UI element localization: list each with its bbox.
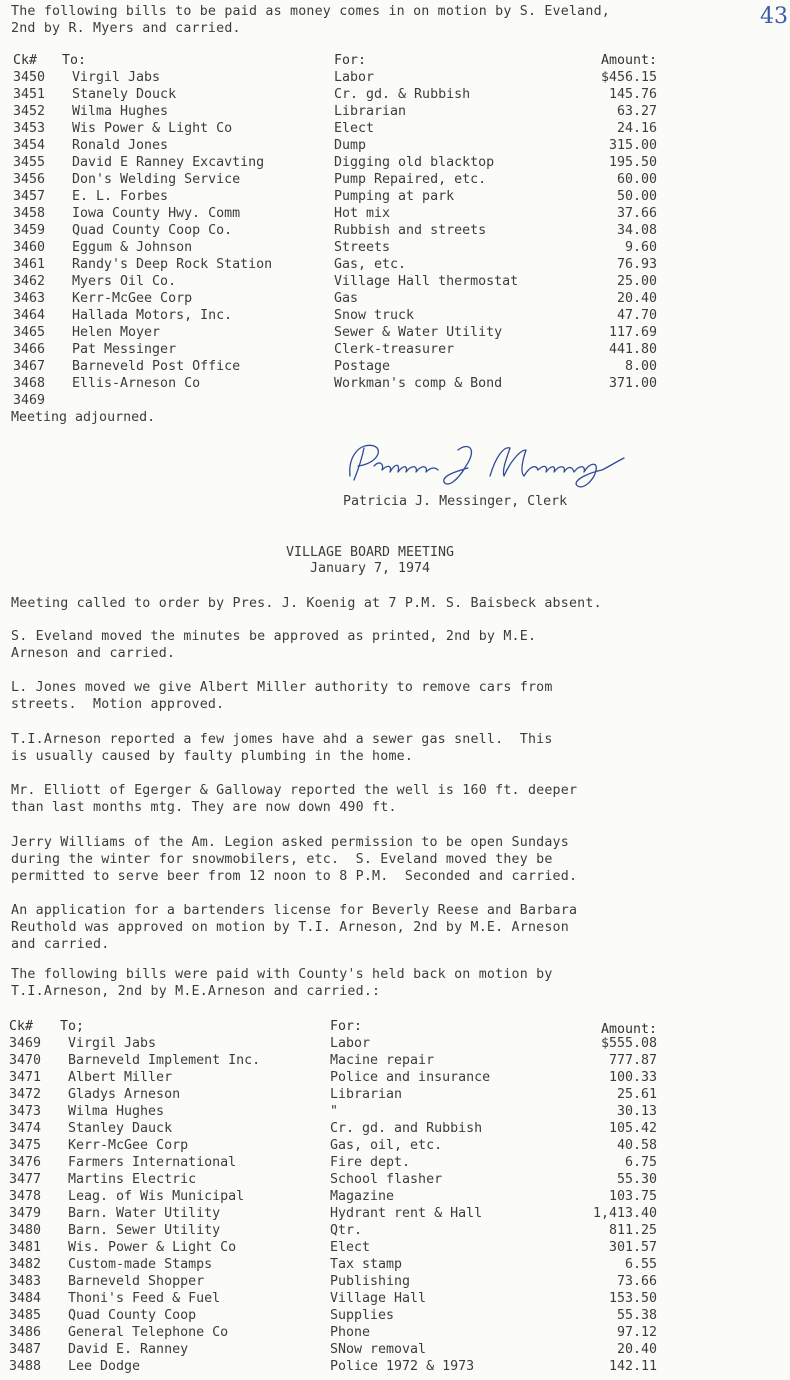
amount-cell: 153.50: [608, 1291, 657, 1306]
table-row: [0, 1324, 790, 1341]
header-amount: Amount:: [600, 1022, 657, 1037]
table-row: [0, 1086, 790, 1103]
amount-cell: 1,413.40: [592, 1206, 657, 1221]
purpose-cell: Elect: [334, 121, 375, 136]
amount-cell: 103.75: [608, 1189, 657, 1204]
amount-cell: $456.15: [600, 70, 657, 85]
table-row: [0, 358, 790, 375]
payee-cell: David E Ranney Excavting: [72, 155, 265, 170]
table-row: [0, 1052, 790, 1069]
purpose-cell: Hot mix: [334, 206, 391, 221]
table-header-row: [0, 52, 790, 69]
amount-cell: 76.93: [616, 257, 657, 272]
payee-cell: Barn. Water Utility: [68, 1206, 221, 1221]
table-row: [0, 1154, 790, 1171]
amount-cell: 55.38: [616, 1308, 657, 1323]
table-row: [0, 1035, 790, 1052]
paragraph-cars: L. Jones moved we give Albert Miller authority to remove cars from streets. Motion approved.: [11, 680, 553, 712]
payee-cell: Wis. Power & Light Co: [68, 1240, 237, 1255]
table-row: [0, 188, 790, 205]
paragraph-bills-motion: The following bills were paid with County's held back on motion by T.I.Arneson, 2nd by M.E.Arneson and carried.:: [11, 967, 553, 999]
payee-cell: Pat Messinger: [72, 342, 177, 357]
payee-cell: Barneveld Post Office: [72, 359, 241, 374]
check-number-cell: 3455: [13, 155, 46, 170]
table-row: [0, 1069, 790, 1086]
check-number-cell: 3473: [9, 1104, 42, 1119]
amount-cell: 20.40: [616, 1342, 657, 1357]
purpose-cell: Magazine: [330, 1189, 395, 1204]
amount-cell: 777.87: [608, 1053, 657, 1068]
payee-cell: Barn. Sewer Utility: [68, 1223, 221, 1238]
amount-cell: 6.75: [624, 1155, 657, 1170]
paragraph-legion: Jerry Williams of the Am. Legion asked permission to be open Sundays during the winter for snowmobilers, etc. S. Eveland moved they be permitted to serve beer from 12 noon to 8 P.M. Seconded and carried.: [11, 835, 578, 884]
bills-table-1: [0, 52, 790, 409]
amount-cell: 145.76: [608, 87, 657, 102]
table-row: [0, 69, 790, 86]
check-number-cell: 3480: [9, 1223, 42, 1238]
payee-cell: Ronald Jones: [72, 138, 169, 153]
table-row: [0, 1290, 790, 1307]
payee-cell: Wilma Hughes: [68, 1104, 165, 1119]
check-number-cell: 3484: [9, 1291, 42, 1306]
payee-cell: Custom-made Stamps: [68, 1257, 213, 1272]
check-number-cell: 3463: [13, 291, 46, 306]
amount-cell: 195.50: [608, 155, 657, 170]
purpose-cell: Police and insurance: [330, 1070, 491, 1085]
amount-cell: 60.00: [616, 172, 657, 187]
table-body: [0, 1035, 790, 1375]
payee-cell: Wilma Hughes: [72, 104, 169, 119]
adjourned-text: Meeting adjourned.: [11, 410, 156, 425]
purpose-cell: Village Hall: [330, 1291, 427, 1306]
purpose-cell: SNow removal: [330, 1342, 427, 1357]
payee-cell: Farmers International: [68, 1155, 237, 1170]
purpose-cell: School flasher: [330, 1172, 443, 1187]
table-row: [0, 324, 790, 341]
check-number-cell: 3454: [13, 138, 46, 153]
check-number-cell: 3458: [13, 206, 46, 221]
check-number-cell: 3472: [9, 1087, 42, 1102]
purpose-cell: Pump Repaired, etc.: [334, 172, 487, 187]
amount-cell: 47.70: [616, 308, 657, 323]
purpose-cell: Cr. gd. and Rubbish: [330, 1121, 483, 1136]
check-number-cell: 3457: [13, 189, 46, 204]
check-number-cell: 3477: [9, 1172, 42, 1187]
table-row: [0, 171, 790, 188]
purpose-cell: Workman's comp & Bond: [334, 376, 503, 391]
paragraph-call-to-order: Meeting called to order by Pres. J. Koenig at 7 P.M. S. Baisbeck absent.: [11, 596, 602, 611]
check-number-cell: 3462: [13, 274, 46, 289]
purpose-cell: Publishing: [330, 1274, 411, 1289]
check-number-cell: 3468: [13, 376, 46, 391]
purpose-cell: Labor: [330, 1036, 371, 1051]
meeting-date: January 7, 1974: [309, 561, 431, 576]
check-number-cell: 3467: [13, 359, 46, 374]
purpose-cell: Supplies: [330, 1308, 395, 1323]
clerk-name: Patricia J. Messinger, Clerk: [343, 494, 568, 509]
table-row: [0, 1137, 790, 1154]
purpose-cell: Snow truck: [334, 308, 415, 323]
check-number-cell: 3482: [9, 1257, 42, 1272]
amount-cell: 73.66: [616, 1274, 657, 1289]
payee-cell: Myers Oil Co.: [72, 274, 177, 289]
intro-paragraph: The following bills to be paid as money comes in on motion by S. Eveland, 2nd by R. Myers and carried.: [11, 4, 610, 36]
check-number-cell: 3483: [9, 1274, 42, 1289]
header-amount: Amount:: [600, 53, 657, 68]
check-number-cell: 3461: [13, 257, 46, 272]
amount-cell: 8.00: [624, 359, 657, 374]
purpose-cell: Fire dept.: [330, 1155, 411, 1170]
amount-cell: 315.00: [608, 138, 657, 153]
amount-cell: 25.61: [616, 1087, 657, 1102]
table-row: [0, 1222, 790, 1239]
signature-graphic: [340, 436, 640, 496]
payee-cell: Quad County Coop Co.: [72, 223, 233, 238]
purpose-cell: Police 1972 & 1973: [330, 1359, 475, 1374]
amount-cell: 441.80: [608, 342, 657, 357]
payee-cell: Thoni's Feed & Fuel: [68, 1291, 221, 1306]
table-row: [0, 1171, 790, 1188]
purpose-cell: Gas, etc.: [334, 257, 407, 272]
purpose-cell: Tax stamp: [330, 1257, 403, 1272]
check-number-cell: 3487: [9, 1342, 42, 1357]
purpose-cell: Digging old blacktop: [334, 155, 495, 170]
table-row: [0, 1188, 790, 1205]
purpose-cell: ": [330, 1104, 339, 1119]
table-row: [0, 307, 790, 324]
amount-cell: 50.00: [616, 189, 657, 204]
payee-cell: Leag. of Wis Municipal: [68, 1189, 245, 1204]
table-row: [0, 1205, 790, 1222]
purpose-cell: Hydrant rent & Hall: [330, 1206, 483, 1221]
payee-cell: Virgil Jabs: [72, 70, 161, 85]
check-number-cell: 3471: [9, 1070, 42, 1085]
amount-cell: $555.08: [600, 1036, 657, 1051]
amount-cell: 20.40: [616, 291, 657, 306]
header-ck: Ck#: [13, 53, 38, 68]
payee-cell: Martins Electric: [68, 1172, 197, 1187]
table-row: [0, 1120, 790, 1137]
table-header-row: [0, 1018, 790, 1035]
amount-cell: 117.69: [608, 325, 657, 340]
amount-cell: 25.00: [616, 274, 657, 289]
table-row: [0, 1239, 790, 1256]
purpose-cell: Librarian: [334, 104, 407, 119]
table-row: [0, 239, 790, 256]
table-row: [0, 341, 790, 358]
handwritten-signature: [340, 436, 640, 496]
table-row: [0, 120, 790, 137]
check-number-cell: 3488: [9, 1359, 42, 1374]
check-number-cell: 3452: [13, 104, 46, 119]
amount-cell: 100.33: [608, 1070, 657, 1085]
table-row: [0, 222, 790, 239]
page-number: 43: [760, 4, 788, 29]
purpose-cell: Gas: [334, 291, 359, 306]
check-number-cell: 3479: [9, 1206, 42, 1221]
check-number-cell: 3476: [9, 1155, 42, 1170]
table-row: [0, 1273, 790, 1290]
payee-cell: David E. Ranney: [68, 1342, 189, 1357]
table-row: [0, 205, 790, 222]
amount-cell: 371.00: [608, 376, 657, 391]
check-number-cell: 3485: [9, 1308, 42, 1323]
purpose-cell: Village Hall thermostat: [334, 274, 519, 289]
payee-cell: Helen Moyer: [72, 325, 161, 340]
purpose-cell: Sewer & Water Utility: [334, 325, 503, 340]
table-row: [0, 1256, 790, 1273]
check-number-cell: 3474: [9, 1121, 42, 1136]
table-row: [0, 290, 790, 307]
payee-cell: Hallada Motors, Inc.: [72, 308, 233, 323]
purpose-cell: Librarian: [330, 1087, 403, 1102]
amount-cell: 9.60: [624, 240, 657, 255]
amount-cell: 105.42: [608, 1121, 657, 1136]
table-row: [0, 256, 790, 273]
amount-cell: 34.08: [616, 223, 657, 238]
check-number-cell: 3459: [13, 223, 46, 238]
purpose-cell: Qtr.: [330, 1223, 363, 1238]
bills-table-2: [0, 1018, 790, 1375]
amount-cell: 811.25: [608, 1223, 657, 1238]
payee-cell: Randy's Deep Rock Station: [72, 257, 273, 272]
purpose-cell: Phone: [330, 1325, 371, 1340]
payee-cell: Albert Miller: [68, 1070, 173, 1085]
check-number-cell: 3456: [13, 172, 46, 187]
table-body: [0, 69, 790, 409]
payee-cell: Kerr-McGee Corp: [68, 1138, 189, 1153]
amount-cell: 37.66: [616, 206, 657, 221]
table-row: [0, 154, 790, 171]
purpose-cell: Rubbish and streets: [334, 223, 487, 238]
paragraph-minutes: S. Eveland moved the minutes be approved as printed, 2nd by M.E. Arneson and carried.: [11, 629, 537, 661]
payee-cell: Virgil Jabs: [68, 1036, 157, 1051]
payee-cell: Gladys Arneson: [68, 1087, 181, 1102]
table-row: [0, 86, 790, 103]
paragraph-well: Mr. Elliott of Egerger & Galloway reported the well is 160 ft. deeper than last months mtg. They are now down 490 ft.: [11, 783, 578, 815]
amount-cell: 63.27: [616, 104, 657, 119]
payee-cell: General Telephone Co: [68, 1325, 229, 1340]
check-number-cell: 3486: [9, 1325, 42, 1340]
table-row: [0, 392, 790, 409]
meeting-title: VILLAGE BOARD MEETING: [285, 545, 455, 560]
amount-cell: 30.13: [616, 1104, 657, 1119]
purpose-cell: Dump: [334, 138, 367, 153]
table-row: [0, 273, 790, 290]
check-number-cell: 3465: [13, 325, 46, 340]
purpose-cell: Labor: [334, 70, 375, 85]
purpose-cell: Cr. gd. & Rubbish: [334, 87, 471, 102]
amount-cell: 142.11: [608, 1359, 657, 1374]
paragraph-bartender: An application for a bartenders license for Beverly Reese and Barbara Reuthold was approved on motion by T.I. Arneson, 2nd by M.E. Arneson and carried.: [11, 903, 578, 952]
header-for: For:: [330, 1019, 363, 1034]
check-number-cell: 3470: [9, 1053, 42, 1068]
payee-cell: Iowa County Hwy. Comm: [72, 206, 241, 221]
payee-cell: Barneveld Implement Inc.: [68, 1053, 261, 1068]
check-number-cell: 3460: [13, 240, 46, 255]
header-to: To:: [62, 53, 87, 68]
check-number-cell: 3478: [9, 1189, 42, 1204]
amount-cell: 40.58: [616, 1138, 657, 1153]
check-number-cell: 3469: [13, 393, 46, 408]
table-row: [0, 1103, 790, 1120]
check-number-cell: 3469: [9, 1036, 42, 1051]
table-row: [0, 103, 790, 120]
table-row: [0, 1307, 790, 1324]
amount-cell: 97.12: [616, 1325, 657, 1340]
payee-cell: Quad County Coop: [68, 1308, 197, 1323]
check-number-cell: 3453: [13, 121, 46, 136]
purpose-cell: Postage: [334, 359, 391, 374]
table-row: [0, 137, 790, 154]
payee-cell: Barneveld Shopper: [68, 1274, 205, 1289]
check-number-cell: 3475: [9, 1138, 42, 1153]
amount-cell: 6.55: [624, 1257, 657, 1272]
paragraph-sewer-gas: T.I.Arneson reported a few jomes have ahd a sewer gas snell. This is usually caused by faulty plumbing in the home.: [11, 732, 553, 764]
payee-cell: Wis Power & Light Co: [72, 121, 233, 136]
header-ck: Ck#: [9, 1019, 34, 1034]
check-number-cell: 3464: [13, 308, 46, 323]
purpose-cell: Pumping at park: [334, 189, 455, 204]
check-number-cell: 3481: [9, 1240, 42, 1255]
table-row: [0, 375, 790, 392]
payee-cell: Lee Dodge: [68, 1359, 141, 1374]
table-row: [0, 1341, 790, 1358]
header-for: For:: [334, 53, 367, 68]
purpose-cell: Gas, oil, etc.: [330, 1138, 443, 1153]
payee-cell: Stanely Douck: [72, 87, 177, 102]
amount-cell: 301.57: [608, 1240, 657, 1255]
payee-cell: Ellis-Arneson Co: [72, 376, 201, 391]
purpose-cell: Elect: [330, 1240, 371, 1255]
check-number-cell: 3451: [13, 87, 46, 102]
check-number-cell: 3466: [13, 342, 46, 357]
payee-cell: Kerr-McGee Corp: [72, 291, 193, 306]
amount-cell: 24.16: [616, 121, 657, 136]
purpose-cell: Macine repair: [330, 1053, 435, 1068]
payee-cell: Stanley Dauck: [68, 1121, 173, 1136]
purpose-cell: Streets: [334, 240, 391, 255]
check-number-cell: 3450: [13, 70, 46, 85]
purpose-cell: Clerk-treasurer: [334, 342, 455, 357]
header-to: To;: [60, 1019, 85, 1034]
payee-cell: E. L. Forbes: [72, 189, 169, 204]
payee-cell: Don's Welding Service: [72, 172, 241, 187]
table-row: [0, 1358, 790, 1375]
payee-cell: Eggum & Johnson: [72, 240, 193, 255]
amount-cell: 55.30: [616, 1172, 657, 1187]
